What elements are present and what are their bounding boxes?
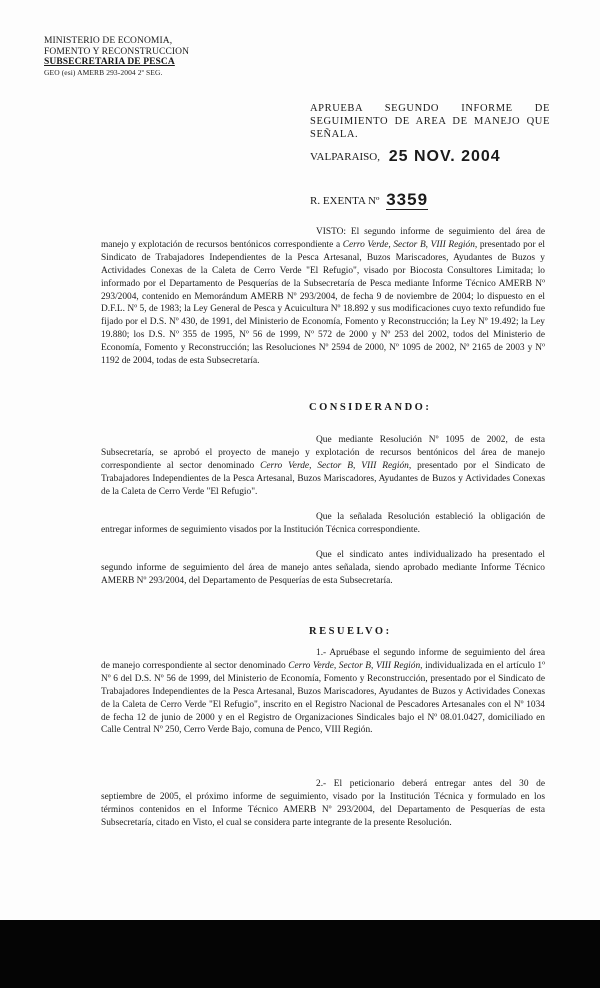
visto-paragraph <box>101 226 545 368</box>
resuelvo-1-text-cont: individualizada en el artículo 1º Nº 6 del D.S. Nº 56 de 1999, del Ministerio de Economía, Fomento y Reconstrucción, presentado por el Sindicato de Trabajadores Independientes de la Pesca Artesanal, Buzos Mariscadores, Ayudantes de Buzos y Actividades Conexas de la Caleta de Cerro Verde "El Refugio", inscrito en el Registro Nacional de Pescadores Artesanales con el Nº 1034 de fecha 12 de junio de 2000 y en el Registro de Organizaciones Sindicales bajo el Nº 08.01.0427, domiciliado en Calle Central Nº 250, Cerro Verde Bajo, comuna de Penco, VIII Región. <box>101 660 546 736</box>
resolution-label: R. EXENTA Nº <box>310 195 380 207</box>
issuer-header <box>44 36 204 78</box>
resuelvo-2: 2.- El peticionario deberá entregar antes del 30 de septiembre de 2005, el próximo informe de seguimiento, visado por la Institución Técnica y formulado en los términos contenidos en el Informe Técnico AMERB Nº 293/2004, del Departamento de Pesquerías de esta Subsecretaría, citado en Visto, el cual se considera parte integrante de la presente Resolución. <box>101 779 545 828</box>
resuelvo-heading: RESUELVO: <box>309 626 392 637</box>
considerando-1-text: Que mediante Resolución Nº 1095 de 2002, de esta Subsecretaría, se aprobó el proyecto de manejo y explotación de recursos bentónicos del área de manejo correspondiente al sector denominado <box>101 435 545 471</box>
date-place: VALPARAISO, <box>310 151 380 163</box>
date-line <box>310 148 501 166</box>
resolution-subject: APRUEBA SEGUNDO INFORME DE SEGUIMIENTO DE AREA DE MANEJO QUE SEÑALA. <box>310 103 550 140</box>
ministry-line: MINISTERIO DE ECONOMIA, <box>44 36 173 46</box>
resolution-number-line <box>310 190 428 210</box>
resuelvo-1-text: 1.- Apruébase el segundo informe de seguimiento del área de manejo correspondiente al sector denominado <box>101 648 545 671</box>
considerando-2: Que la señalada Resolución estableció la obligación de entregar informes de seguimiento visados por la Institución Técnica correspondiente. <box>101 512 545 535</box>
resuelvo-1-place: Cerro Verde, Sector B, VIII Región, <box>288 660 423 671</box>
considerando-3: Que el sindicato antes individualizado ha presentado el segundo informe de seguimiento del área de manejo antes señalada, siendo aprobado mediante Informe Técnico AMERB Nº 293/2004, del Departamento de Pesquerías de esta Subsecretaría. <box>101 550 545 586</box>
subsecretaria-line: SUBSECRETARIA DE PESCA <box>44 57 175 67</box>
file-code: GEO (esi) AMERB 293-2004 2º SEG. <box>44 67 163 77</box>
visto-text-cont: presentado por el Sindicato de Trabajadores Independientes de la Pesca Artesanal, Buzos Mariscadores, Ayudantes de Buzos y Actividades Conexas de la Caleta de Cerro Verde "El Refugio", visado por Biocosta Consultores Limitada; lo informado por el Departamento de Pesquerías de la Subsecretaría de Pesca mediante Informe Técnico AMERB Nº 293/2004, contenido en Memorándum AMERB Nº 293/2004, de fecha 9 de noviembre de 2004; lo dispuesto en el D.F.L. Nº 5, de 1983; la Ley General de Pesca y Acuicultura Nº 18.892 y sus modificaciones cuyo texto refundido fue fijado por el D.S. Nº 430, de 1991, del Ministerio de Economía, Fomento y Reconstrucción; la Ley Nº 19.492; la Ley 19.880; los D.S. Nº 355 de 1995, Nº 56 de 1999, Nº 572 de 2000 y Nº 253 del 2002, todos del Ministerio de Economía, Fomento y Reconstrucción; las Resoluciones Nº 2594 de 2000, Nº 1095 de 2002, Nº 2165 de 2003 y Nº 1192 de 2004, todas de esta Subsecretaría. <box>101 239 545 367</box>
date-stamp: 25 NOV. 2004 <box>388 148 501 165</box>
visto-place: Cerro Verde, Sector B, VIII Región, <box>342 239 478 250</box>
considerando-1-text-cont: presentado por el Sindicato de Trabajadores Independientes de la Pesca Artesanal, Buzos Mariscadores, Ayudantes de Buzos y Actividades Conexas de la Caleta de Cerro Verde "El Refugio". <box>101 460 545 497</box>
resolution-number: 3359 <box>386 190 429 209</box>
ministry-line-2: FOMENTO Y RECONSTRUCCION <box>44 46 190 57</box>
resuelvo-1 <box>101 647 545 737</box>
considerando-heading: CONSIDERANDO: <box>309 402 432 413</box>
scan-bottom-border <box>0 920 600 988</box>
considerando-1 <box>101 434 545 499</box>
visto-text: VISTO: El segundo informe de seguimiento del área de manejo y explotación de recursos bentónicos correspondiente a <box>101 227 545 250</box>
considerando-1-place: Cerro Verde, Sector B, VIII Región, <box>260 460 412 471</box>
